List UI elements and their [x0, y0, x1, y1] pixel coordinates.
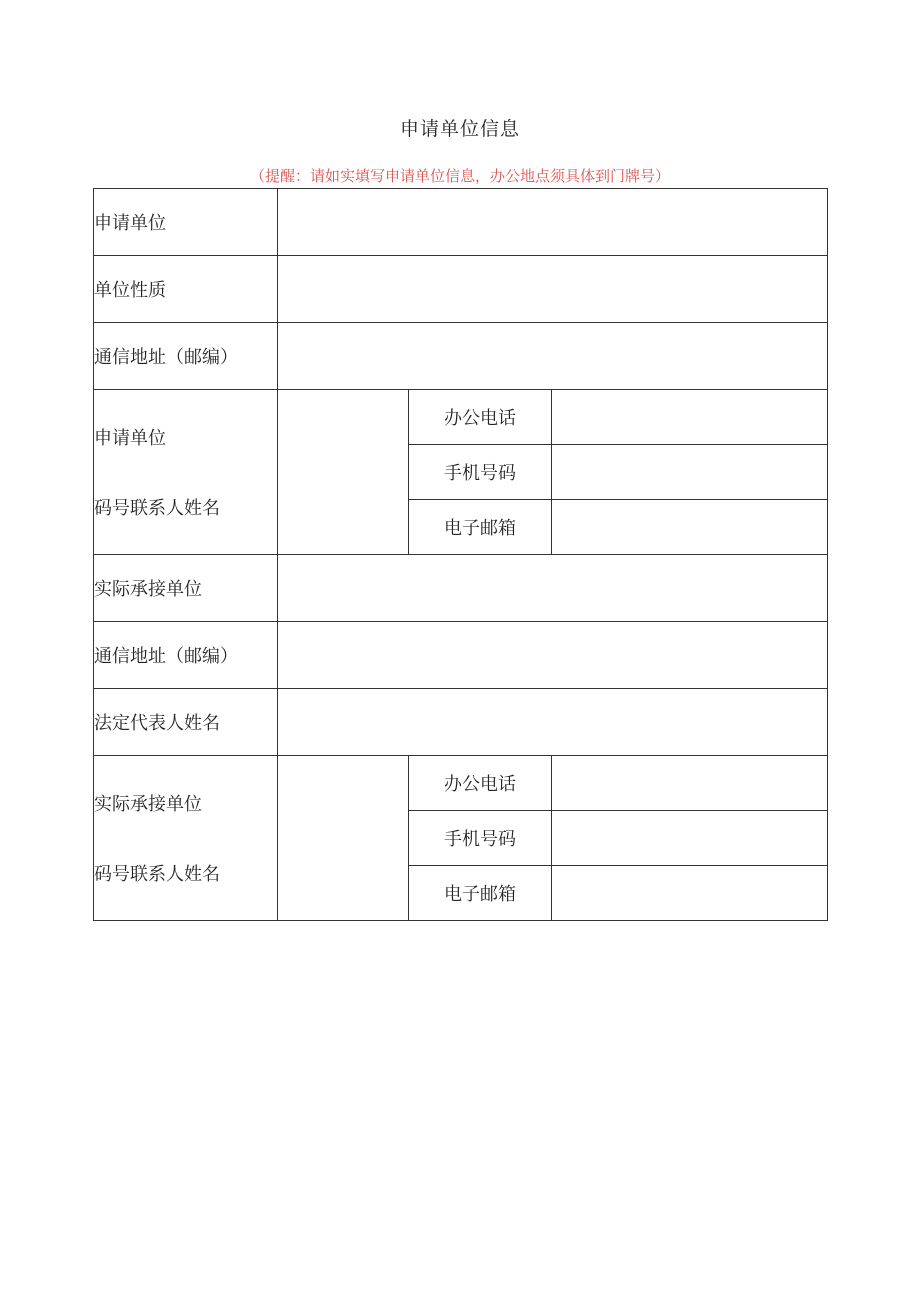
hint-text: （提醒：请如实填写申请单位信息，办公地点须具体到门牌号） — [249, 167, 670, 185]
label-applicant-unit: 申请单位 — [94, 189, 278, 256]
label-applicant-contact-line1: 申请单位 — [94, 428, 166, 449]
contractor-mobile-field[interactable] — [552, 811, 828, 866]
label-applicant-email: 电子邮箱 — [409, 500, 552, 555]
label-applicant-office-phone: 办公电话 — [409, 390, 552, 445]
applicant-unit-field[interactable] — [278, 189, 828, 256]
label-applicant-contact-line2: 码号联系人姓名 — [94, 498, 220, 519]
legal-rep-field[interactable] — [278, 689, 828, 756]
unit-nature-field[interactable] — [278, 256, 828, 323]
applicant-address-field[interactable] — [278, 323, 828, 390]
label-legal-rep: 法定代表人姓名 — [94, 689, 278, 756]
label-applicant-address: 通信地址（邮编） — [94, 323, 278, 390]
label-contractor-contact-line2: 码号联系人姓名 — [94, 864, 220, 885]
label-unit-nature: 单位性质 — [94, 256, 278, 323]
contractor-office-phone-field[interactable] — [552, 756, 828, 811]
row-contractor-unit — [94, 555, 828, 622]
label-contractor-email: 电子邮箱 — [409, 866, 552, 921]
row-contractor-address — [94, 622, 828, 689]
label-contractor-contact — [94, 756, 278, 921]
applicant-mobile-field[interactable] — [552, 445, 828, 500]
applicant-office-phone-field[interactable] — [552, 390, 828, 445]
contractor-email-field[interactable] — [552, 866, 828, 921]
row-unit-nature — [94, 256, 828, 323]
applicant-contact-name-field[interactable] — [278, 390, 409, 555]
row-applicant-unit — [94, 189, 828, 256]
label-applicant-contact — [94, 390, 278, 555]
label-contractor-contact-line1: 实际承接单位 — [94, 794, 202, 815]
label-applicant-mobile: 手机号码 — [409, 445, 552, 500]
row-applicant-address — [94, 323, 828, 390]
contractor-contact-name-field[interactable] — [278, 756, 409, 921]
label-contractor-unit: 实际承接单位 — [94, 555, 278, 622]
row-legal-rep — [94, 689, 828, 756]
label-contractor-office-phone: 办公电话 — [409, 756, 552, 811]
row-contractor-office-phone — [94, 756, 828, 811]
applicant-info-table — [93, 188, 828, 921]
contractor-address-field[interactable] — [278, 622, 828, 689]
page-title: 申请单位信息 — [399, 118, 520, 140]
applicant-email-field[interactable] — [552, 500, 828, 555]
contractor-unit-field[interactable] — [278, 555, 828, 622]
label-contractor-address: 通信地址（邮编） — [94, 622, 278, 689]
row-applicant-office-phone — [94, 390, 828, 445]
label-contractor-mobile: 手机号码 — [409, 811, 552, 866]
